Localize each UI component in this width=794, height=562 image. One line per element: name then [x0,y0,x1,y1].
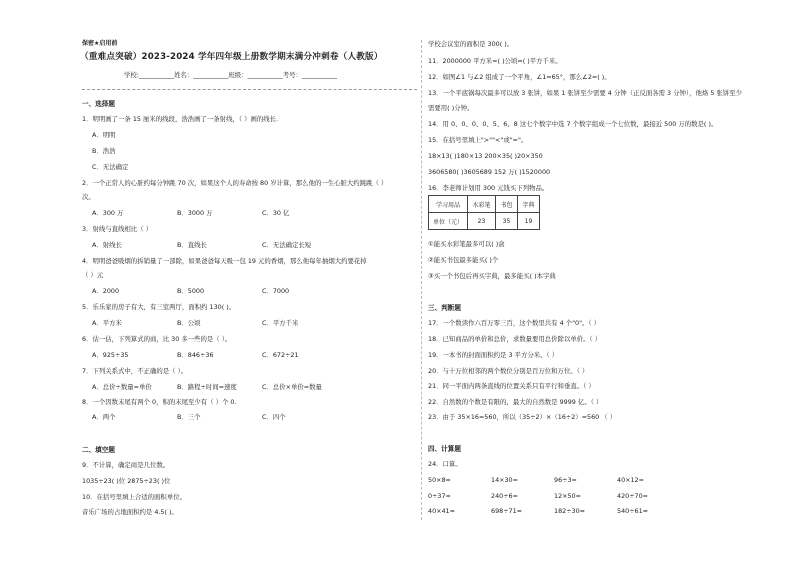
section-1-title: 一、选择题 [82,100,115,108]
option-b: B．三个 [177,413,201,421]
question-22: 22．自然数的个数是有限的，最大的自然数是 9999 亿。（ ） [428,398,603,406]
student-info-line: 学校:___________姓名：___________班级：___________考号：___________ [124,71,338,79]
table-cell: 35 [496,213,518,230]
question-16-c: ③买一个书包后再买字典，最多能买( )本字典 [428,272,556,280]
calc-item: 14×30= [491,476,518,484]
question-20: 20．与十万位相邻的两个数位分别是百万位和万位。（ ） [428,367,589,375]
question-16: 16．李老师计划用 300 元钱买下列物品。 [428,184,549,192]
question-6-options [92,351,299,359]
section-4-title: 四、计算题 [428,445,461,453]
header-divider [82,89,417,90]
calc-item: 40×41≈ [428,507,455,515]
calc-item: 182÷30≈ [554,507,586,515]
question-14: 14．用 0、0、0、0、5、6、8 这七个数字中选 7 个数字组成一个七位数，最接近 500 万的数是( )。 [428,120,718,128]
question-2: 2．一个正常人的心脏约每分钟跳 70 次，如果这个人的寿命按 80 岁计算，那么他的一生心脏大约跳跳（ ） [82,179,388,187]
calc-item: 50×8= [428,476,451,484]
calc-item: 96÷3= [554,476,577,484]
secret-label: 保密★启用前 [82,40,118,47]
column-divider [421,40,422,520]
section-3-title: 三、判断题 [428,304,461,312]
option-a: A．两个 [92,413,116,421]
question-6: 6．估一估，下列算式的商，比 30 多一些的是（ ）。 [82,335,232,343]
question-3: 3．射线与直线相比（ ） [82,225,153,233]
calc-item: 540÷61≈ [617,507,649,515]
question-2-options [92,209,289,217]
right-column [428,0,742,562]
option-b: B．846÷36 [177,351,214,359]
question-4-options [92,287,289,295]
calc-row [428,507,680,515]
question-8-options [92,413,286,421]
question-13-continued: 需要用( )分钟。 [428,104,474,112]
option-b: B．路程÷时间=速度 [177,383,237,391]
option-a: A．平方米 [92,319,122,327]
option-c: C．30 亿 [262,209,290,217]
question-5: 5．乐乐家的房子有大，有三室两厅，面积约 130( )。 [82,303,236,311]
question-15: 15．在括号里填上">""<"或"="。 [428,136,528,144]
table-cell: 书包 [496,196,518,213]
question-13: 13．一个平底锅每次最多可以放 3 张饼，如果 1 张饼至少需要 4 分钟（正反面各需 3 分钟），他烙 5 张饼至少 [428,89,742,97]
option-c: C．672÷21 [262,351,299,359]
price-table-header [429,196,540,213]
question-5-options [92,319,298,327]
calc-item: 420÷70= [617,492,649,500]
calc-row [428,476,680,484]
exam-title: （重难点突破）2023-2024 学年四年级上册数学期末满分冲刺卷（人教版） [80,52,383,62]
option-c: C．总价×单价=数量 [262,383,322,391]
question-7: 7．下列关系式中，不正确的是（ ）。 [82,367,188,375]
question-21: 21．同一平面内两条直线的位置关系只有平行和垂直。（ ） [428,382,595,390]
section-2-title: 二、填空题 [82,446,115,454]
option-c: C．无法确定长短 [262,241,312,249]
question-15-row-2: 3606580( )3605689 152 万( )1520000 [428,168,551,176]
calc-item: 0÷37= [428,492,451,500]
option-a: A．射线长 [92,241,122,249]
table-cell: 单位（元） [429,213,468,230]
table-cell: 水彩笔 [468,196,496,213]
question-19: 19．一本书的封面面积约是 3 平方分米。（ ） [428,351,559,359]
option-b: B．公顷 [177,319,201,327]
price-table [428,195,540,230]
table-cell: 19 [518,213,540,230]
question-1-option-a: A．明明 [92,131,116,139]
question-9-blanks: 1035÷23( )位 2875÷23( )位 [82,477,171,485]
table-cell: 字典 [518,196,540,213]
option-b: B．5000 [177,287,205,295]
option-a: A．2000 [92,287,120,295]
question-10: 10．在括号里填上合适的面积单位。 [82,493,186,501]
question-4: 4．明明爸爸吸烟的拆销量了一部除，如果爸爸每天吸一包 19 元的香烟，那么他每年抽烟大约要花掉 [82,257,367,265]
question-2-continued: 次。 [82,193,95,201]
question-16-b: ②能买书包最多能买( )个 [428,256,499,264]
question-11: 11．2000000 平方米=( )公顷=( )平方千米。 [428,57,562,65]
left-column [82,0,417,562]
calc-item: 240÷6= [491,492,518,500]
option-c: C．四个 [262,413,286,421]
question-15-row-1: 18×13( )180×13 200×35( )20×350 [428,152,543,160]
question-24: 24．口算。 [428,460,462,468]
question-4-continued: （ ）元 [82,271,104,279]
question-1: 1．明明画了一条 15 厘米的线段，浩浩画了一条射线，（ ）画的线长. [82,115,279,123]
question-12: 12．如图∠1 与∠2 组成了一个平角，∠1=65°，那么∠2=( )。 [428,73,611,81]
question-17: 17．一个数读作六百万零三百，这个数里共有 4 个"0"。（ ） [428,319,601,327]
question-1-option-c: C．无法确定 [92,163,129,171]
calc-item: 698÷71≈ [491,507,523,515]
option-c: C．7000 [262,287,290,295]
option-b: B．直线长 [177,241,207,249]
option-a: A．300 万 [92,209,124,217]
question-23: 23．由于 35×16=560，所以（35÷2）×（16÷2）=560 （ ） [428,413,617,421]
question-16-a: ①能买水彩笔最多可以( )盒 [428,240,505,248]
question-1-option-b: B．浩浩 [92,147,116,155]
option-a: A．总价÷数量=单价 [92,383,152,391]
price-table-row [429,213,540,230]
question-10-continued: 学校会议室的面积是 300( )。 [428,40,514,48]
table-cell: 学习用品 [429,196,468,213]
question-10-blank: 音乐广场的占地面积约是 4.5( )。 [82,508,178,516]
option-b: B．3000 万 [177,209,213,217]
option-a: A．925÷35 [92,351,129,359]
calc-item: 12×50= [554,492,581,500]
calc-row [428,492,680,500]
question-8: 8．一个因数末尾有两个 0，积的末尾至少有（ ）个 0. [82,398,237,406]
option-c: C．平方千米 [262,319,299,327]
question-3-options [92,241,311,249]
table-cell: 23 [468,213,496,230]
question-7-options [92,383,322,391]
calc-item: 40×12= [617,476,644,484]
question-18: 18．已知商品的单价和总价，求数量要用总价除以单价。（ ） [428,335,602,343]
question-9: 9．不计算，确定商是几位数。 [82,461,170,469]
